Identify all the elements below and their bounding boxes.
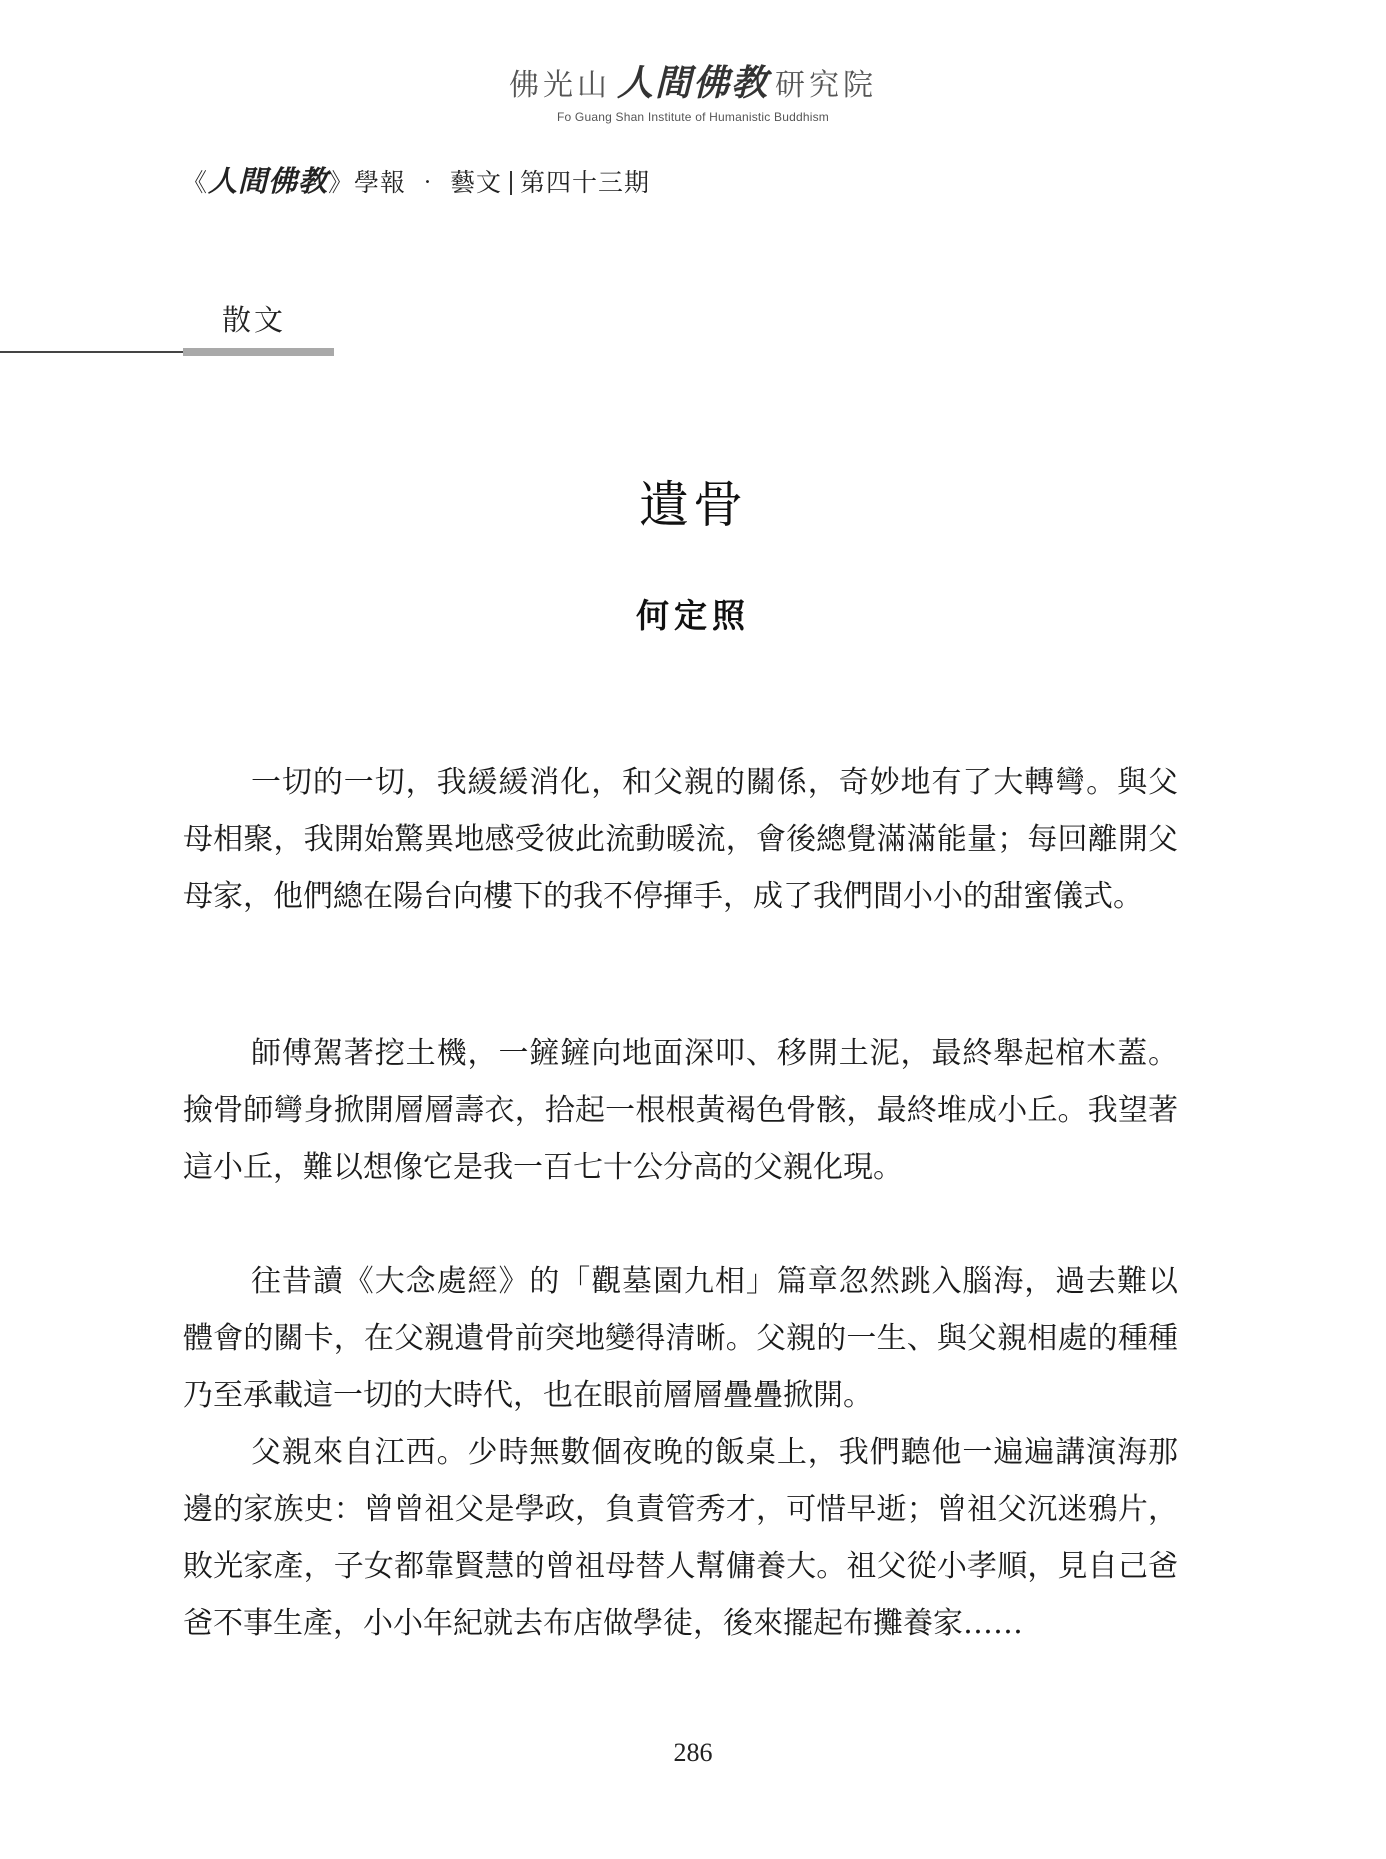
article-body-block-3 (183, 1253, 1178, 1424)
article-author: 何定照 (636, 596, 750, 635)
journal-close-bracket: 》 (328, 168, 355, 197)
journal-name: 學報 ‧ 藝文 (354, 168, 502, 197)
institute-header (0, 64, 1386, 126)
institute-suffix: 研究院 (775, 68, 877, 103)
journal-brand-logotype: 人間佛教 (208, 164, 329, 198)
journal-running-head (182, 164, 650, 200)
institute-prefix: 佛光山 (508, 68, 611, 103)
page-number: 286 (673, 1738, 713, 1767)
article-body-block-4 (183, 1424, 1178, 1652)
journal-issue: 第四十三期 (519, 168, 650, 197)
body-paragraph-3: 往昔讀《大念處經》的「觀墓園九相」篇章忽然跳入腦海，過去難以體會的關卡，在父親遺骨前突地變得清晰。父親的一生、與父親相處的種種乃至承載這一切的大時代，也在眼前層層疊疊掀開。 (183, 1264, 1178, 1413)
body-paragraph-4: 父親來自江西。少時無數個夜晚的飯桌上，我們聽他一遍遍講演海那邊的家族史：曾曾祖父是學政，負責管秀才，可惜早逝；曾祖父沉迷鴉片，敗光家產，子女都靠賢慧的曾祖母替人幫傭養大。祖父從小孝順，見自己爸爸不事生產，小小年紀就去布店做學徒，後來擺起布攤養家…… (183, 1435, 1178, 1641)
article-body-block-1 (183, 754, 1178, 925)
section-label: 散文 (222, 303, 287, 337)
article-body-block-2 (183, 1025, 1178, 1196)
section-rule-thick (183, 348, 334, 356)
body-paragraph-2: 師傅駕著挖土機，一鏟鏟向地面深叩、移開土泥，最終舉起棺木蓋。撿骨師彎身掀開層層壽衣，拾起一根根黃褐色骨骸，最終堆成小丘。我望著這小丘，難以想像它是我一百七十公分高的父親化現。 (183, 1036, 1178, 1185)
article-title: 遺骨 (639, 476, 747, 534)
journal-open-bracket: 《 (182, 168, 209, 197)
journal-separator (510, 171, 512, 195)
institute-english-name: Fo Guang Shan Institute of Humanistic Buddhism (556, 110, 829, 124)
institute-brand-logotype: 人間佛教 (616, 63, 769, 104)
institute-name (0, 64, 1386, 106)
body-paragraph-1: 一切的一切，我緩緩消化，和父親的關係，奇妙地有了大轉彎。與父母相聚，我開始驚異地感受彼此流動暖流，會後總覺滿滿能量；每回離開父母家，他們總在陽台向樓下的我不停揮手，成了我們間小小的甜蜜儀式。 (183, 765, 1178, 914)
